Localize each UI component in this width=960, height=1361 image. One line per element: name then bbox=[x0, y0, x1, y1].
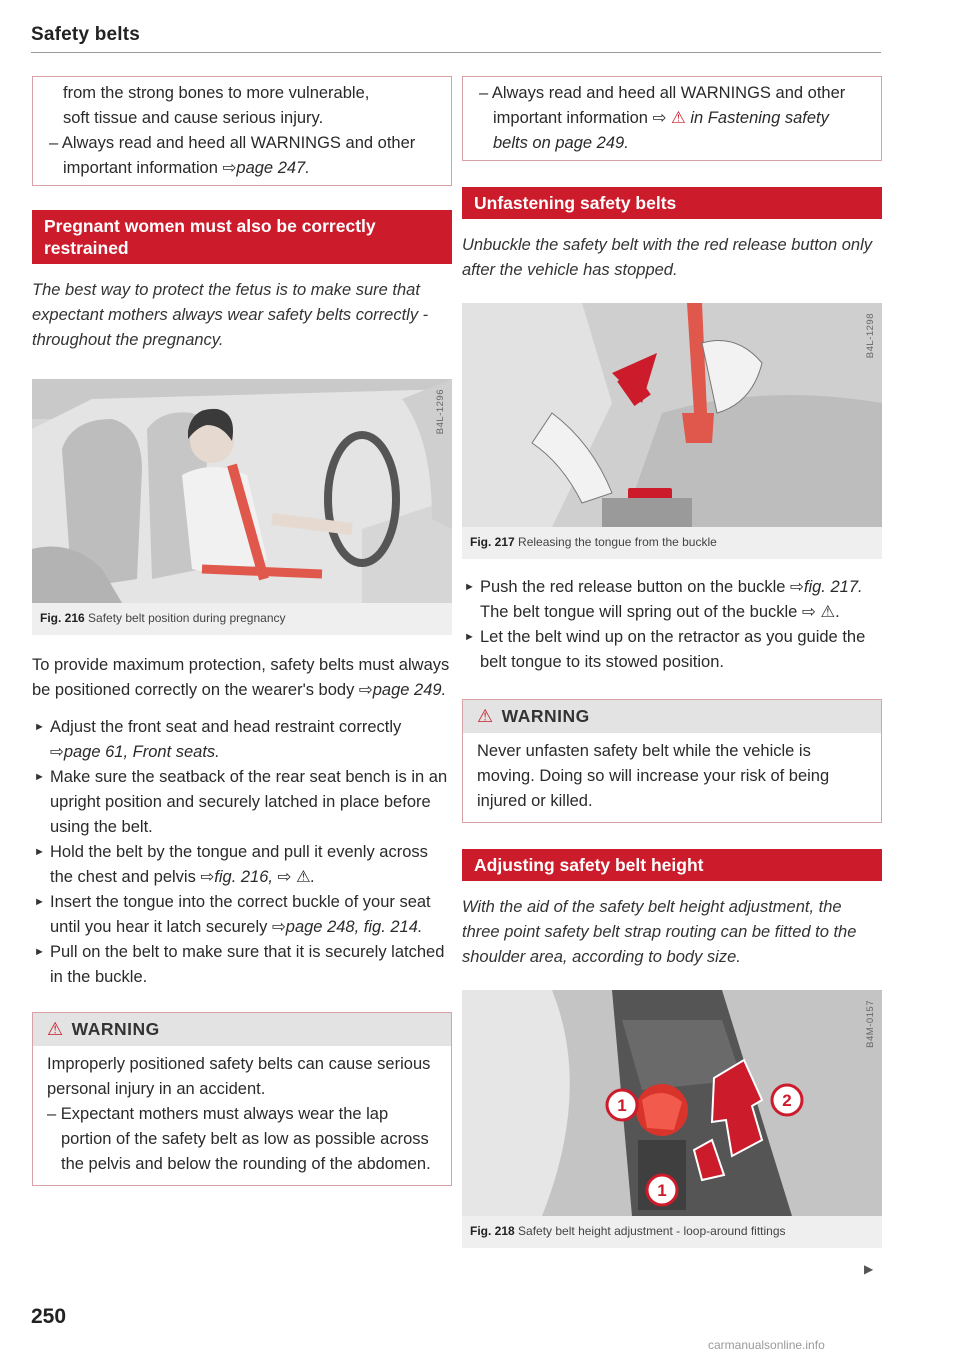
warning-triangle-icon: ⚠ bbox=[477, 706, 494, 726]
bullet-triangle-icon: ► bbox=[464, 581, 475, 593]
warning-header: ⚠ WARNING bbox=[33, 1013, 451, 1046]
callout-label-1: 1 bbox=[657, 1181, 667, 1200]
left-column bbox=[32, 76, 452, 1186]
ref-arrow-icon: ⇨ bbox=[222, 159, 237, 177]
ref-arrow-icon: ⇨ bbox=[271, 918, 286, 936]
bullet-triangle-icon: ► bbox=[464, 631, 475, 643]
ref-arrow-icon: ⇨ bbox=[652, 109, 667, 127]
list-item: ► Make sure the seatback of the rear seat bench is in an upright position and securely latched in place before using the belt. bbox=[32, 765, 452, 840]
belt-height-adjust-illustration bbox=[462, 990, 882, 1216]
ref-arrow-icon: ⇨ bbox=[790, 578, 804, 596]
section-intro: Unbuckle the safety belt with the red release button only after the vehicle has stopped. bbox=[462, 236, 872, 279]
right-column bbox=[462, 76, 882, 1248]
warning-header: ⚠ WARNING bbox=[463, 700, 881, 733]
bullet-triangle-icon: ► bbox=[34, 846, 45, 858]
section-intro: The best way to protect the fetus is to make sure that expectant mothers always wear safety belts correctly - throughout the pregnancy. bbox=[32, 281, 429, 349]
bullet-triangle-icon: ► bbox=[34, 721, 45, 733]
callout-label-1: 1 bbox=[617, 1096, 627, 1115]
figure-number: Fig. 218 bbox=[470, 1224, 515, 1238]
list-item: ► Adjust the front seat and head restraint correctly ⇨page 61, Front seats. bbox=[32, 715, 452, 765]
continued-note-box bbox=[462, 76, 882, 161]
bullet-triangle-icon: ► bbox=[34, 896, 45, 908]
callout-label-2: 2 bbox=[782, 1091, 792, 1110]
continued-note-box bbox=[32, 76, 452, 186]
bullet-triangle-icon: ► bbox=[34, 946, 45, 958]
note-bullet: – Always read and heed all WARNINGS and other important information ⇨ ⚠ in Fastening safety belts on page 249. bbox=[479, 84, 846, 152]
continue-arrow-icon: ▶ bbox=[864, 1262, 874, 1276]
page-reference[interactable]: page 249. bbox=[372, 681, 447, 699]
warning-text: Never unfasten safety belt while the vehicle is moving. Doing so will increase your risk of being injured or killed. bbox=[477, 742, 830, 810]
bullet-triangle-icon: ► bbox=[34, 771, 45, 783]
figure-caption: Fig. 217 Releasing the tongue from the buckle bbox=[470, 535, 717, 549]
ref-arrow-icon: ⇨ bbox=[50, 743, 64, 761]
instruction-list bbox=[32, 715, 452, 990]
figure-caption: Fig. 218 Safety belt height adjustment - loop-around fittings bbox=[470, 1224, 786, 1238]
warning-body bbox=[33, 1046, 451, 1185]
figure-code: B4L-1296 bbox=[435, 389, 446, 435]
figure-code: B4L-1298 bbox=[865, 313, 876, 359]
section-heading-pregnant: Pregnant women must also be correctly restrained bbox=[32, 210, 452, 264]
page-reference[interactable]: page 247. bbox=[236, 159, 310, 177]
pregnant-driver-illustration bbox=[32, 379, 452, 603]
figure-number: Fig. 216 bbox=[40, 611, 85, 625]
figure-code: B4M-0157 bbox=[865, 1000, 876, 1048]
ref-arrow-icon: ⇨ bbox=[200, 868, 215, 886]
figure-caption: Fig. 216 Safety belt position during pregnancy bbox=[40, 611, 286, 625]
instruction-list bbox=[462, 575, 882, 675]
warning-triangle-icon: ⚠ bbox=[671, 109, 686, 127]
page-reference[interactable]: in Fastening safety belts on page 249. bbox=[493, 109, 829, 152]
warning-body bbox=[463, 733, 881, 822]
list-item: ► Hold the belt by the tongue and pull it evenly across the chest and pelvis ⇨fig. 216, ⇨ ⚠. bbox=[32, 840, 452, 890]
section-heading-unfastening: Unfastening safety belts bbox=[462, 187, 882, 219]
section-intro: With the aid of the safety belt height adjustment, the three point safety belt strap routing can be fitted to the shoulder area, according to body size. bbox=[462, 898, 857, 966]
warning-triangle-icon: ⚠ bbox=[47, 1019, 64, 1039]
page-number: 250 bbox=[31, 1305, 67, 1328]
note-line: from the strong bones to more vulnerable, bbox=[63, 84, 370, 102]
page-reference[interactable]: fig. 217. bbox=[803, 578, 863, 596]
warning-box bbox=[32, 1012, 452, 1186]
figure-218 bbox=[462, 990, 882, 1248]
warning-box bbox=[462, 699, 882, 823]
note-line: soft tissue and cause serious injury. bbox=[63, 109, 324, 127]
section-heading-height: Adjusting safety belt height bbox=[462, 849, 882, 881]
ref-arrow-icon: ⇨ bbox=[358, 681, 373, 699]
page-reference[interactable]: page 61, Front seats. bbox=[63, 743, 220, 761]
list-item: ► Push the red release button on the buckle ⇨fig. 217. The belt tongue will spring out of the buckle ⇨ ⚠. bbox=[462, 575, 882, 625]
note-bullet: – Always read and heed all WARNINGS and other important information ⇨page 247. bbox=[49, 134, 416, 177]
list-item: ► Insert the tongue into the correct buckle of your seat until you hear it latch securely ⇨page 248, fig. 214. bbox=[32, 890, 452, 940]
running-header: Safety belts bbox=[31, 24, 141, 45]
list-item: ► Let the belt wind up on the retractor as you guide the belt tongue to its stowed position. bbox=[462, 625, 882, 675]
page-reference[interactable]: page 248, fig. 214. bbox=[285, 918, 423, 936]
buckle-release-illustration bbox=[462, 303, 882, 527]
figure-number: Fig. 217 bbox=[470, 535, 515, 549]
list-item: ► Pull on the belt to make sure that it is securely latched in the buckle. bbox=[32, 940, 452, 990]
page-reference[interactable]: fig. 216, ⇨ ⚠. bbox=[214, 868, 316, 886]
site-watermark: carmanualsonline.info bbox=[708, 1338, 825, 1352]
warning-bullet: – Expectant mothers must always wear the lap portion of the safety belt as low as possible across the pelvis and below the rounding of the abdomen. bbox=[47, 1105, 431, 1173]
warning-text: Improperly positioned safety belts can cause serious personal injury in an accident. bbox=[47, 1055, 431, 1098]
header-rule bbox=[31, 52, 881, 53]
figure-217 bbox=[462, 303, 882, 559]
body-paragraph: To provide maximum protection, safety belts must always be positioned correctly on the wearer's body ⇨page 249. bbox=[32, 656, 450, 699]
figure-216 bbox=[32, 379, 452, 635]
